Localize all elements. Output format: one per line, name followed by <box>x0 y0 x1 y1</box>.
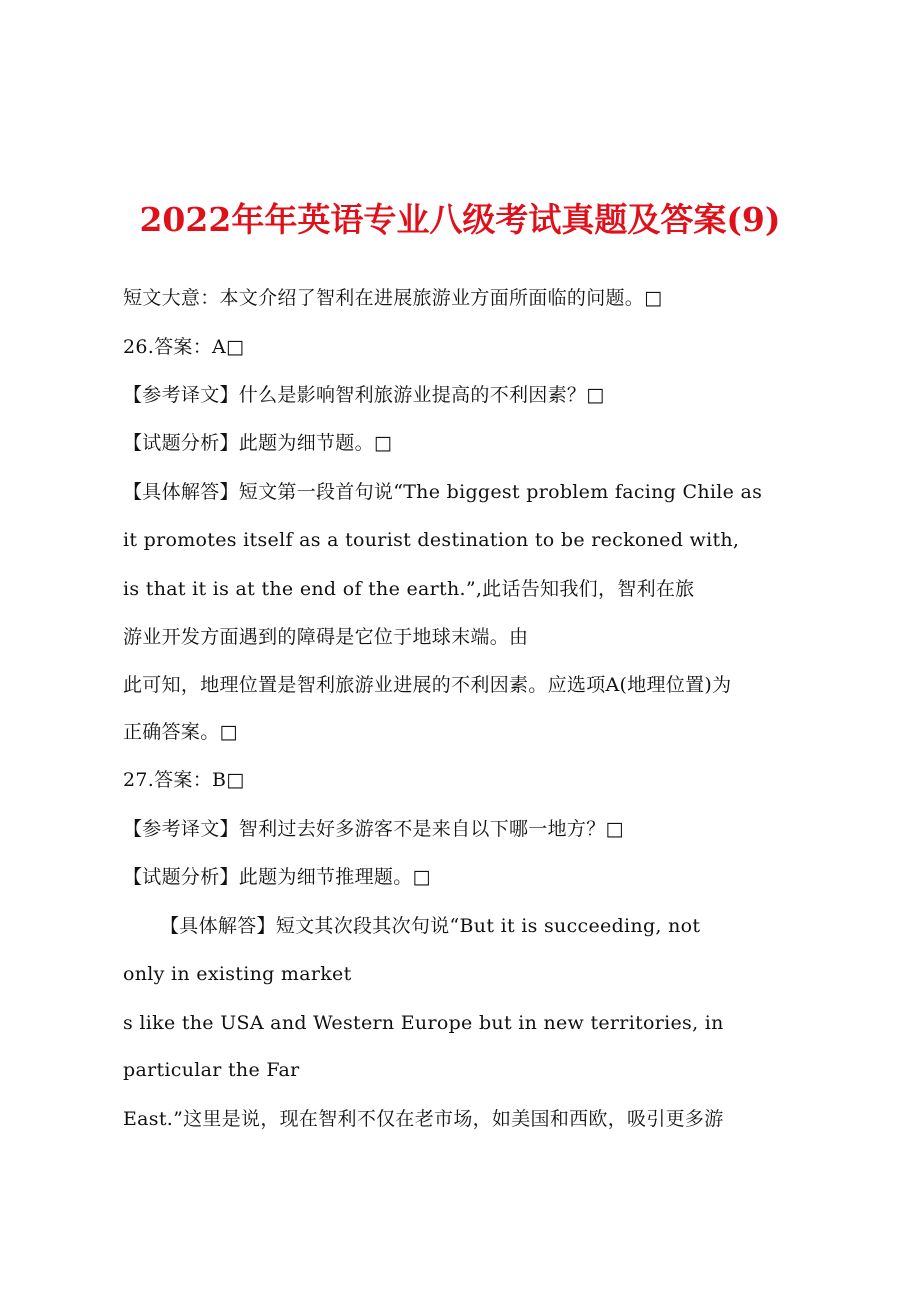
summary-line: 短文大意：本文介绍了智利在进展旅游业方面所面临的问题。□ <box>123 287 663 309</box>
explanation-26-line-1: 【具体解答】短文第一段首句说“The biggest problem facing Chile as <box>123 481 763 503</box>
translation-26: 【参考译文】什么是影响智利旅游业提高的不利因素？□ <box>123 384 605 406</box>
explanation-26-line-3: is that it is at the end of the earth.”,此话告知我们，智利在旅 <box>123 578 695 600</box>
explanation-27-line-1: 【具体解答】短文其次段其次句说“But it is succeeding, not <box>160 915 701 937</box>
explanation-27-line-3: s like the USA and Western Europe but in new territories, in <box>123 1012 724 1034</box>
explanation-27-line-4: particular the Far <box>123 1059 300 1081</box>
analysis-26: 【试题分析】此题为细节题。□ <box>123 432 393 454</box>
explanation-26-line-5: 此可知，地理位置是智利旅游业进展的不利因素。应选项A(地理位置)为 <box>123 674 732 696</box>
explanation-26-line-2: it promotes itself as a tourist destination to be reckoned with, <box>123 529 740 551</box>
analysis-27: 【试题分析】此题为细节推理题。□ <box>123 866 431 888</box>
answer-26: 26.答案：A□ <box>123 336 245 358</box>
explanation-27-line-2: only in existing market <box>123 963 352 985</box>
translation-27: 【参考译文】智利过去好多游客不是来自以下哪一地方？□ <box>123 818 624 840</box>
explanation-26-line-4: 游业开发方面遇到的障碍是它位于地球末端。由 <box>123 626 529 648</box>
explanation-26-line-6: 正确答案。□ <box>123 721 238 743</box>
explanation-27-line-5: East.”这里是说，现在智利不仅在老市场，如美国和西欧，吸引更多游 <box>123 1108 724 1130</box>
document-title: 2022年年英语专业八级考试真题及答案(9) <box>139 200 781 239</box>
answer-27: 27.答案：B□ <box>123 769 245 791</box>
